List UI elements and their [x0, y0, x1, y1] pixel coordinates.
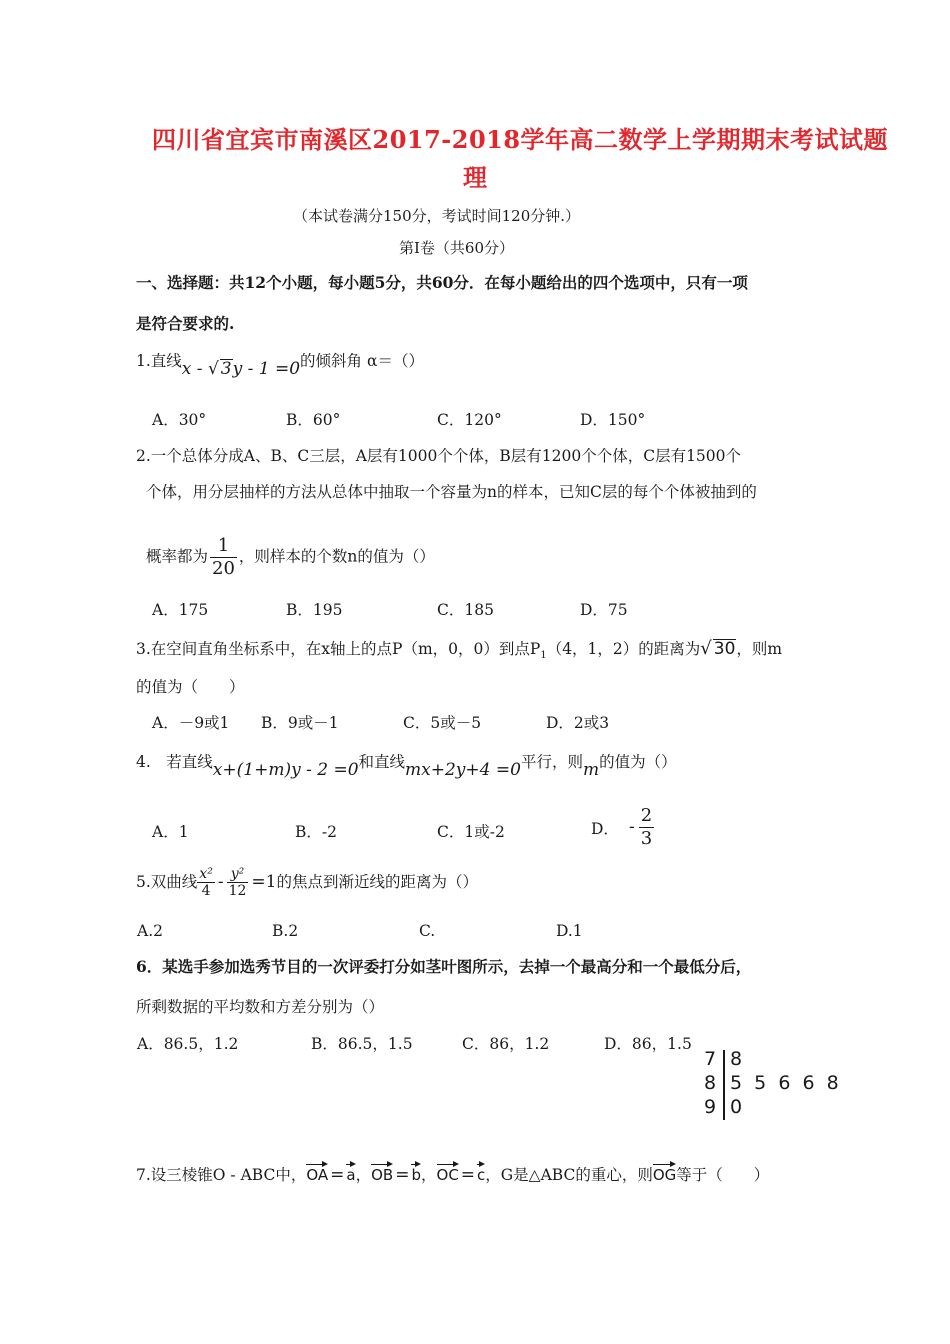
question-3-line1: 3.在空间直角坐标系中，在x轴上的点P（m，0，0）到点$P_1(4$，1，2）的距离为√ 30，则m: [136, 638, 783, 662]
vector-oc: OC: [437, 1163, 459, 1184]
q6-option-b: B．86.5，1.5: [311, 1035, 413, 1053]
question-2-line3: 概率都为 $\frac{1}{20}$ ，则样本的个数n的值为（）: [146, 535, 435, 579]
vector-c: c: [477, 1163, 485, 1184]
q1-equation: x - √ 3y - 1 =0: [181, 359, 301, 379]
vector-b: b: [411, 1163, 421, 1184]
leaves-8: 5 5 6 6 8: [730, 1072, 839, 1094]
section-heading-cont: 是符合要求的.: [136, 314, 235, 333]
q5-option-d: D.1: [556, 922, 583, 940]
leaves-9: 0: [730, 1096, 743, 1118]
q5-option-c: C.: [419, 922, 436, 940]
q3-option-d: D．2或3: [546, 714, 610, 732]
q5-option-a: A.2: [137, 922, 163, 940]
q4-option-b: B．-2: [295, 823, 337, 841]
stem-7: 7: [704, 1048, 717, 1070]
question-2-line1: 2.一个总体分成A、B、C三层，A层有1000个个体，B层有1200个个体，C层有1500个: [136, 447, 742, 465]
exam-note: （本试卷满分150分，考试时间120分钟.）: [293, 207, 581, 225]
q2-option-d: D．75: [580, 601, 628, 619]
question-2-line2: 个体，用分层抽样的方法从总体中抽取一个容量为n的样本，已知C层的每个个体被抽到的: [146, 483, 757, 501]
q6-option-a: A．86.5，1.2: [137, 1035, 239, 1053]
section-heading: 一、选择题：共12个小题，每小题5分，共60分．在每小题给出的四个选项中，只有一项: [136, 273, 748, 292]
sqrt-sign: √: [700, 638, 712, 659]
vector-ob: OB: [371, 1163, 393, 1184]
q2-option-b: B．195: [286, 601, 343, 619]
stem-8: 8: [704, 1072, 717, 1094]
q3-option-c: C．5或－5: [403, 714, 482, 732]
vector-og: OG: [653, 1163, 676, 1184]
q4-option-a: A．1: [152, 823, 189, 841]
exam-title: 四川省宜宾市南溪区2017-2018学年高二数学上学期期末考试试题: [152, 125, 889, 154]
leaves-7: 8: [730, 1048, 743, 1070]
q2-option-c: C．185: [437, 601, 494, 619]
q4-equation-2: mx+2y+4 =0: [405, 760, 521, 780]
q1-option-a: A．30°: [152, 411, 207, 429]
question-6-line1: 6．某选手参加选秀节目的一次评委打分如茎叶图所示，去掉一个最高分和一个最低分后，: [136, 957, 752, 976]
stem-divider: [723, 1050, 725, 1120]
q3-option-a: A．－9或1: [152, 714, 230, 732]
q4-equation-1: x+(1+m)y - 2 =0: [212, 760, 359, 780]
q1-option-d: D．150°: [580, 411, 646, 429]
question-3-line2: 的值为（ ）: [136, 678, 245, 696]
vector-a: a: [346, 1163, 355, 1184]
q2-fraction: $\frac{1}{20}$: [212, 535, 235, 579]
question-4: 4. 若直线x+(1+m)y - 2 =0和直线mx+2y+4 =0平行，则m的值为（）: [136, 753, 677, 780]
q2-option-a: A．175: [152, 601, 209, 619]
q4-option-d: D． - $\frac{2}{3}$: [591, 805, 653, 849]
q5-option-b: B.2: [272, 922, 299, 940]
q3-option-b: B．9或－1: [261, 714, 339, 732]
exam-title-line2: 理: [463, 163, 487, 192]
question-6-line2: 所剩数据的平均数和方差分别为（）: [136, 998, 385, 1016]
q1-option-b: B．60°: [286, 411, 341, 429]
part-heading: 第Ⅰ卷（共60分）: [399, 239, 515, 257]
question-7: 7.设三棱锥O - ABC中，OA = a，OB = b，OC = c，G是△ABC的重心，则OG等于（ ）: [136, 1165, 770, 1185]
question-1: 1.直线x - √ 3y - 1 =0的倾斜角 α＝（）: [136, 352, 424, 379]
q6-option-d: D．86，1.5: [604, 1035, 692, 1053]
q5-fraction-2: $\frac{\text{y²}}{12}$: [228, 866, 247, 900]
q4-option-c: C．1或-2: [437, 823, 505, 841]
q1-option-c: C．120°: [437, 411, 502, 429]
stem-9: 9: [704, 1096, 717, 1118]
stem-leaf-plot: [702, 1046, 842, 1124]
q6-option-c: C．86，1.2: [462, 1035, 550, 1053]
vector-oa: OA: [306, 1163, 328, 1184]
q5-fraction-1: $\frac{\text{x²}}{4}$: [199, 866, 213, 900]
question-5: 5.双曲线 $\frac{\text{x²}}{4}$ - $\frac{\text{y²}}{12}$ =1的焦点到渐近线的距离为（）: [136, 866, 478, 900]
